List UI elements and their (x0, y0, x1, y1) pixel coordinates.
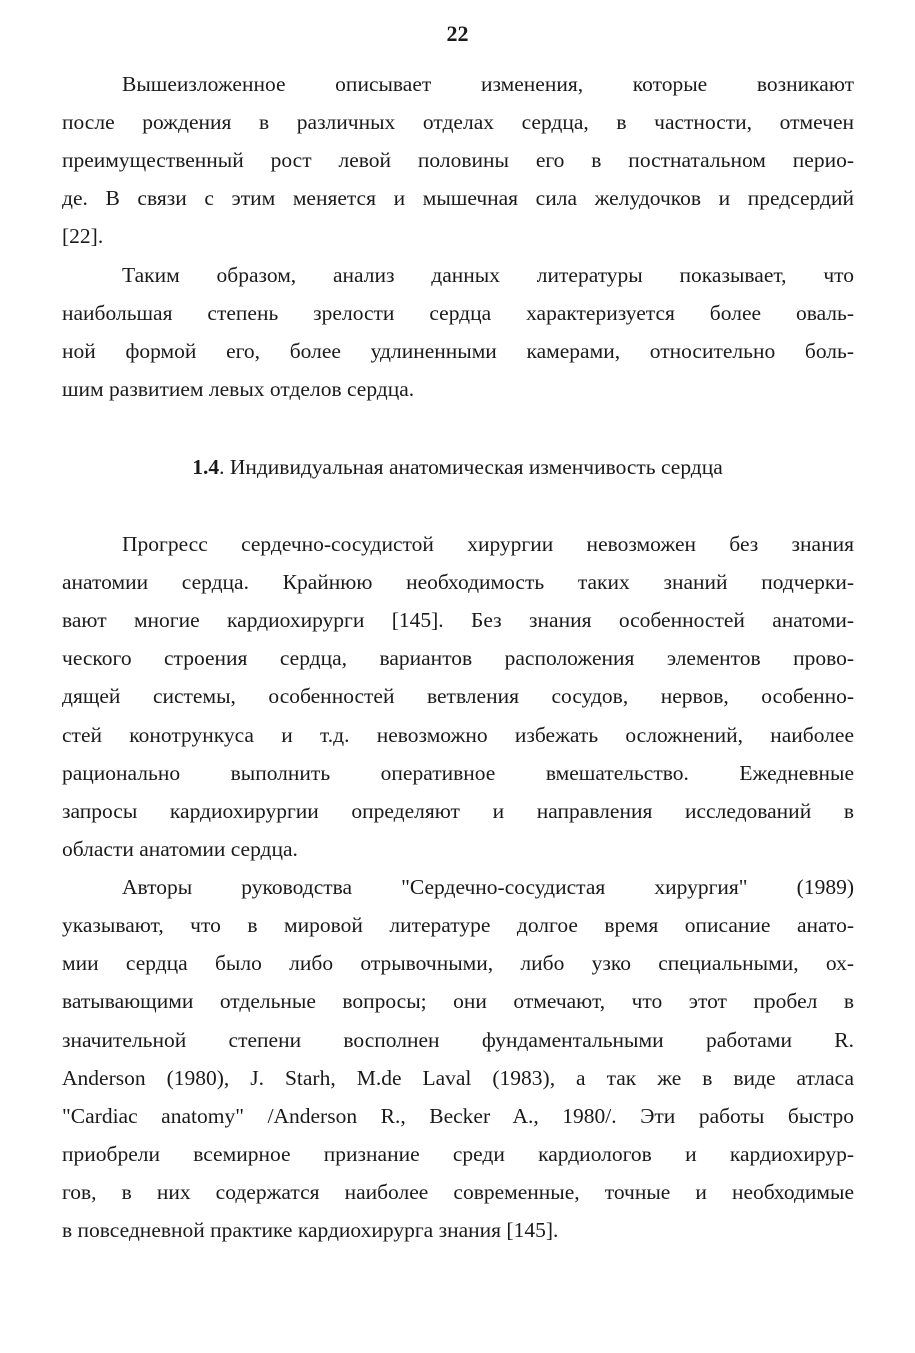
paragraph-1-line: после рождения в различных отделах сердца, в частности, отмечен (62, 110, 854, 134)
section-heading (0, 453, 915, 481)
page-number: 22 (446, 21, 469, 46)
paragraph-3-line: анатомии сердца. Крайнюю необходимость таких знаний подчерки- (62, 570, 854, 594)
paragraph-4-line: Anderson (1980), J. Starh, M.de Laval (1983), а так же в виде атласа (62, 1066, 854, 1090)
paragraph-4-line: Авторы руководства "Сердечно-сосудистая хирургия" (1989) (122, 875, 854, 899)
paragraph-3-line: вают многие кардиохирурги [145]. Без знания особенностей анатоми- (62, 608, 854, 632)
paragraph-2-line: шим развитием левых отделов сердца. (62, 377, 415, 401)
paragraph-3-line: ческого строения сердца, вариантов расположения элементов прово- (62, 646, 854, 670)
paragraph-4-line: значительной степени восполнен фундаментальными работами R. (62, 1028, 854, 1052)
paragraph-3-line: стей конотрункуса и т.д. невозможно избежать осложнений, наиболее (62, 723, 854, 747)
paragraph-2-line: ной формой его, более удлиненными камерами, относительно боль- (62, 339, 854, 363)
paragraph-4-line: в повседневной практике кардиохирурга знания [145]. (62, 1218, 559, 1242)
paragraph-4-line: мии сердца было либо отрывочными, либо узко специальными, ох- (62, 951, 854, 975)
paragraph-3-line: дящей системы, особенностей ветвления сосудов, нервов, особенно- (62, 684, 854, 708)
section-title: . Индивидуальная анатомическая изменчивость сердца (219, 455, 723, 479)
paragraph-3-line: запросы кардиохирургии определяют и направления исследований в (62, 799, 854, 823)
paragraph-3-line: рационально выполнить оперативное вмешательство. Ежедневные (62, 761, 854, 785)
paragraph-4-line: "Cardiac anatomy" /Anderson R., Becker A., 1980/. Эти работы быстро (62, 1104, 854, 1128)
paragraph-1-line: преимущественный рост левой половины его в постнатальном перио- (62, 148, 854, 172)
paragraph-4-line: указывают, что в мировой литературе долгое время описание анато- (62, 913, 854, 937)
paragraph-3-line: Прогресс сердечно-сосудистой хирургии невозможен без знания (122, 532, 854, 556)
paragraph-1-line: де. В связи с этим меняется и мышечная сила желудочков и предсердий (62, 186, 854, 210)
paragraph-4-line: приобрели всемирное признание среди кардиологов и кардиохирур- (62, 1142, 854, 1166)
paragraph-3-line: области анатомии сердца. (62, 837, 298, 861)
section-number: 1.4 (192, 455, 220, 479)
paragraph-4-line: гов, в них содержатся наиболее современные, точные и необходимые (62, 1180, 854, 1204)
paragraph-2-line: наибольшая степень зрелости сердца характеризуется более оваль- (62, 301, 854, 325)
paragraph-1-line: Вышеизложенное описывает изменения, которые возникают (122, 72, 854, 96)
paragraph-2-line: Таким образом, анализ данных литературы показывает, что (122, 263, 854, 287)
paragraph-4-line: ватывающими отдельные вопросы; они отмечают, что этот пробел в (62, 989, 854, 1013)
paragraph-1-line: [22]. (62, 224, 104, 248)
